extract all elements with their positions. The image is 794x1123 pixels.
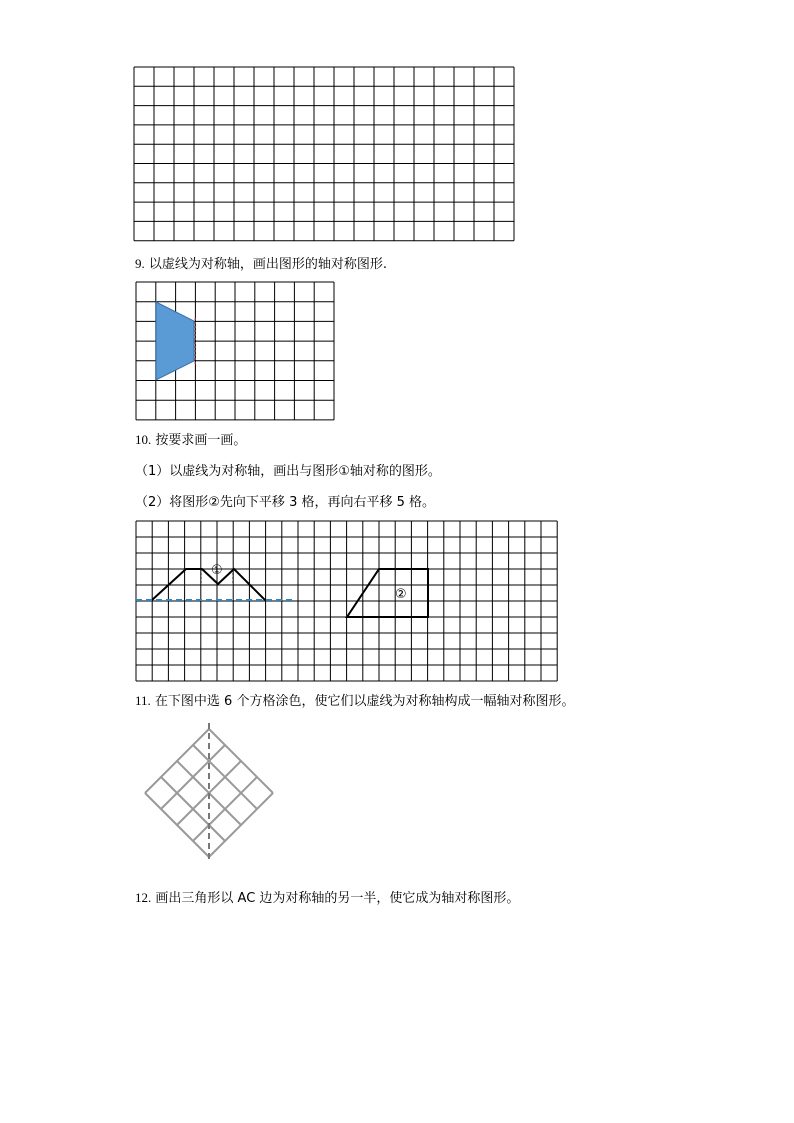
question-12-number: 12.	[135, 890, 152, 905]
question-10-text: 按要求画一画。	[155, 433, 247, 448]
part-1-label: （1）	[135, 464, 170, 479]
question-11-text: 在下图中选 6 个方格涂色，使它们以虚线为对称轴构成一幅轴对称图形。	[154, 694, 575, 709]
question-12-text: 画出三角形以 AC 边为对称轴的另一半，使它成为轴对称图形。	[155, 891, 520, 906]
question-10-number: 10.	[135, 432, 152, 447]
q10-shape-2-label: ②	[395, 587, 407, 602]
part-2-label: （2）	[135, 495, 170, 510]
question-9-number: 9.	[135, 256, 145, 271]
question-9-text: 以虚线为对称轴，画出图形的轴对称图形.	[148, 257, 388, 272]
part-2-text: 将图形②先向下平移 3 格，再向右平移 5 格。	[169, 495, 436, 510]
question-11-number: 11.	[135, 693, 151, 708]
part-1-text: 以虚线为对称轴，画出与图形①轴对称的图形。	[169, 464, 441, 479]
q10-shape-1-label: ①	[211, 563, 223, 578]
question-12	[135, 889, 519, 908]
